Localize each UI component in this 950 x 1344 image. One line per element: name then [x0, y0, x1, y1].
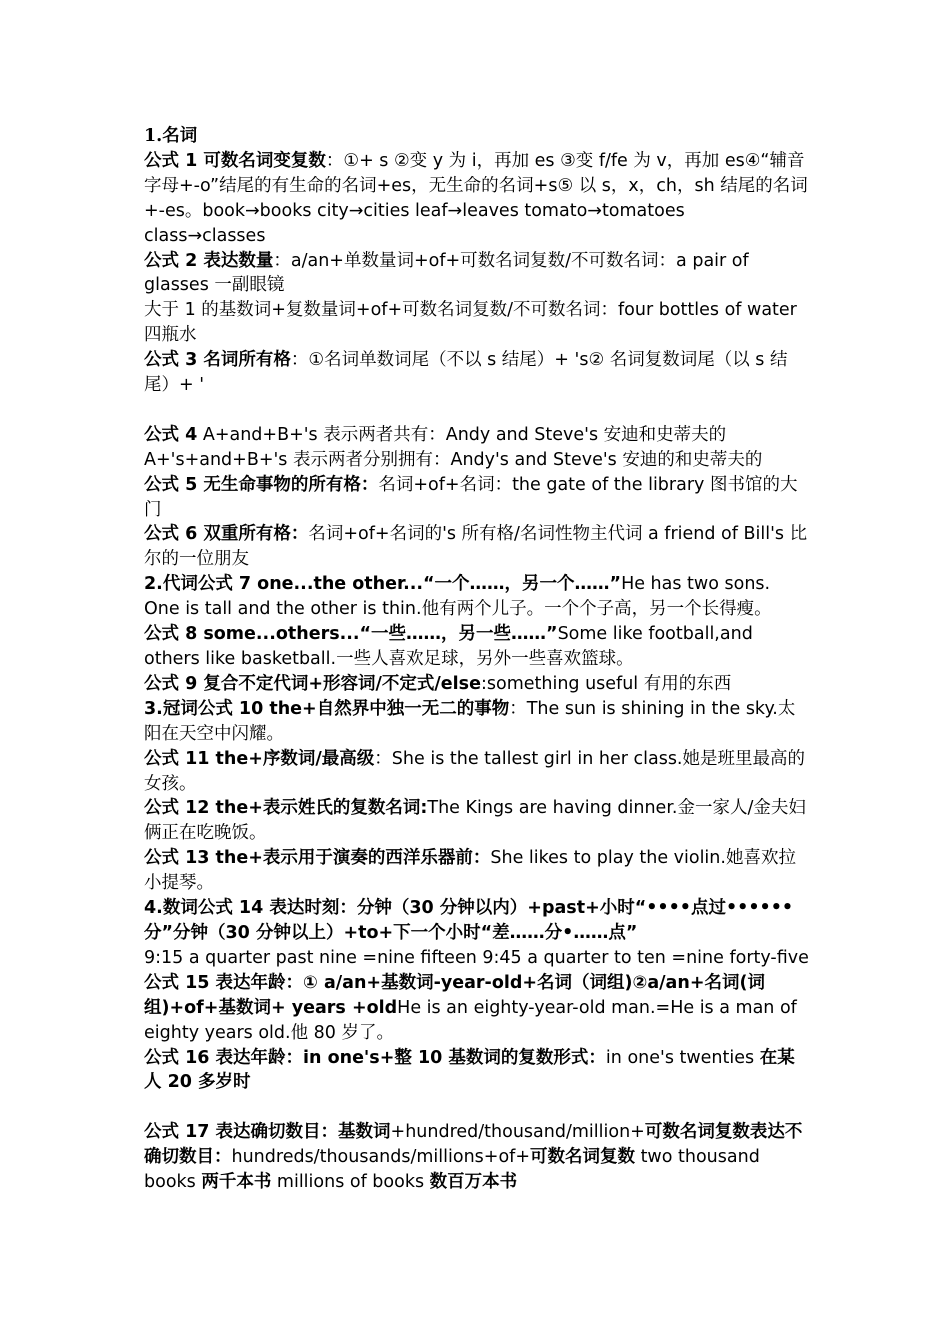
- formula-body: ：①+ s ②变 y 为 i，再加 es ③变 f/fe 为 v，再加 es④“辅音字母+-o”结尾的有生命的名词+es，无生命的名词+s⑤ 以 s，x，ch，sh 结尾的名词+-es。book→books city→cities leaf→leaves tomato→tomatoes class→classes: [144, 150, 808, 246]
- formula-5: [144, 473, 810, 523]
- formula-2: [144, 249, 810, 299]
- formula-13: [144, 846, 810, 896]
- formula-body: 名词+of+名词：the gate of the library 图书馆的大门: [144, 474, 798, 520]
- formula-11: [144, 747, 810, 797]
- formula-body: She likes to play the violin.她喜欢拉小提琴。: [144, 848, 796, 894]
- formula-12: [144, 796, 810, 846]
- formula-body: millions of books: [271, 1172, 430, 1193]
- formula-title: 公式 9 复合不定代词+形容词/不定式/else: [144, 673, 481, 694]
- formula-title: 公式 15 表达年龄：① a/an+基数词-year-old+名词（词组)②a/an+名词(词组)+of+基数词+ years +old: [144, 972, 765, 1018]
- formula-4: [144, 423, 810, 448]
- formula-body: The Kings are having dinner.金一家人/金夫妇俩正在吃晚饭。: [144, 798, 806, 844]
- formula-body: ：The sun is shining in the sky.太阳在天空中闪耀。: [144, 698, 796, 744]
- formula-body: hundreds/thousands/millions+of+: [231, 1147, 530, 1168]
- formula-17: [144, 1120, 810, 1195]
- formula-translation: 在某人 20 多岁时: [144, 1047, 795, 1093]
- formula-8: [144, 622, 810, 672]
- formula-15: [144, 971, 810, 1046]
- formula-7: [144, 572, 810, 622]
- formula-14-examples: [144, 946, 810, 971]
- formula-body: ：a/an+单数量词+of+可数名词复数/不可数名词：a pair of glasses 一副眼镜: [144, 250, 749, 296]
- formula-title: 公式 11 the+序数词/最高级: [144, 748, 375, 769]
- formula-body: A+and+B+'s 表示两者共有：Andy and Steve's 安迪和史蒂夫的: [197, 424, 727, 445]
- formula-body: two thousand books: [144, 1147, 760, 1193]
- formula-1: [144, 149, 810, 249]
- formula-10: [144, 697, 810, 747]
- formula-body: 大于 1 的基数词+复数量词+of+可数名词复数/不可数名词：four bottles of water 四瓶水: [144, 300, 797, 346]
- formula-body: Some like football,and others like basketball.一些人喜欢足球，另外一些喜欢篮球。: [144, 624, 753, 670]
- formula-4-line-2: [144, 448, 810, 473]
- formula-title: 公式 4: [144, 424, 198, 445]
- formula-body: ：She is the tallest girl in her class.她是班里最高的女孩。: [144, 748, 805, 794]
- formula-3: [144, 348, 810, 398]
- formula-title: 3.冠词公式 10 the+自然界中独一无二的事物: [144, 698, 510, 719]
- formula-title: 公式 1 可数名词变复数: [144, 150, 326, 171]
- blank-line: [144, 1095, 810, 1120]
- heading-text: 1.名词: [144, 126, 198, 146]
- formula-body: 9:15 a quarter past nine =nine fifteen 9:45 a quarter to ten =nine forty-five: [144, 947, 809, 968]
- formula-title: 公式 16 表达年龄：in one's+整 10 基数词的复数形式：: [144, 1047, 606, 1068]
- formula-title: 2.代词公式 7 one...the other...“一个……，另一个……”: [144, 574, 622, 595]
- section-heading-nouns: [144, 124, 810, 149]
- formula-body: He is an eighty-year-old man.=He is a man of eighty years old.他 80 岁了。: [144, 997, 797, 1043]
- formula-body: in one's twenties: [605, 1047, 760, 1068]
- formula-body: He has two sons. One is tall and the other is thin.他有两个儿子。一个个子高，另一个长得瘦。: [144, 574, 772, 620]
- formula-6: [144, 522, 810, 572]
- formula-body: ：①名词单数词尾（不以 s 结尾）+ 's② 名词复数词尾（以 s 结尾）+ ': [144, 350, 788, 396]
- formula-subtitle: 可数名词复数表达不确切数目：: [144, 1122, 803, 1168]
- blank-line: [144, 398, 810, 423]
- formula-subtitle: 可数名词复数: [530, 1147, 635, 1168]
- formula-title: 4.数词公式 14 表达时刻：分钟（30 分钟以内）+past+小时“••••点过••••••分”分钟（30 分钟以上）+to+下一个小时“差……分•……点”: [144, 898, 794, 943]
- formula-body: :something useful 有用的东西: [480, 673, 732, 694]
- formula-translation: 数百万本书: [429, 1172, 518, 1193]
- formula-14: [144, 896, 810, 946]
- formula-2-line-2: [144, 298, 810, 348]
- formula-body: 名词+of+名词的's 所有格/名词性物主代词 a friend of Bill's 比尔的一位朋友: [144, 524, 808, 570]
- formula-body: A+'s+and+B+'s 表示两者分别拥有：Andy's and Steve's 安迪的和史蒂夫的: [144, 449, 763, 470]
- formula-16: [144, 1046, 810, 1096]
- formula-title: 公式 6 双重所有格：: [144, 524, 309, 545]
- formula-title: 公式 12 the+表示姓氏的复数名词:: [144, 798, 428, 819]
- formula-title: 公式 3 名词所有格: [144, 350, 291, 371]
- formula-body: +hundred/thousand/million+: [390, 1122, 645, 1143]
- formula-title: 公式 2 表达数量: [144, 250, 274, 271]
- formula-title: 公式 13 the+表示用于演奏的西洋乐器前：: [144, 848, 491, 869]
- formula-9: [144, 672, 810, 697]
- formula-translation: 两千本书: [201, 1172, 272, 1193]
- formula-title: 公式 5 无生命事物的所有格：: [144, 474, 379, 495]
- formula-title: 公式 8 some...others...“一些……，另一些……”: [144, 624, 558, 645]
- formula-title: 公式 17 表达确切数目：基数词: [144, 1122, 391, 1143]
